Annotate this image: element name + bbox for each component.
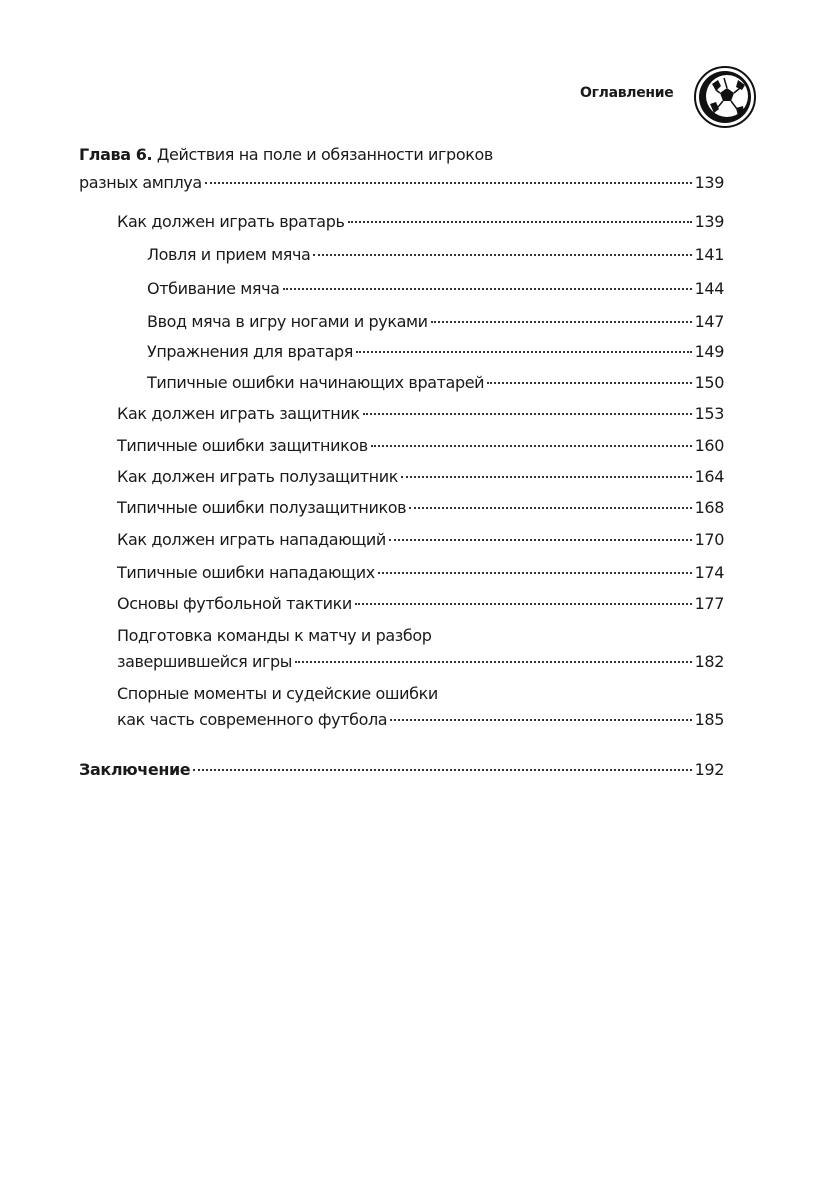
toc-entry[interactable] [117, 463, 724, 490]
toc-entry-page: 139 [694, 212, 724, 231]
toc-entry-title: Упражнения для вратаря [147, 342, 353, 361]
toc-entry-title: Ввод мяча в игру ногами и руками [147, 312, 428, 331]
toc-entry[interactable] [147, 338, 724, 365]
toc-entry-page: 164 [694, 467, 724, 486]
toc-entry-title: Как должен играть защитник [117, 404, 360, 423]
toc-entry-page: 150 [694, 373, 724, 392]
dot-leader [409, 507, 692, 509]
dot-leader [356, 351, 692, 353]
toc-entry-title: как часть современного футбола [117, 710, 388, 729]
toc-entry-page: 141 [694, 245, 724, 264]
chapter-title-line1[interactable]: Глава 6. Действия на поле и обязанности игроков [79, 145, 493, 164]
toc-entry-title: Основы футбольной тактики [117, 594, 352, 613]
toc-entry[interactable] [117, 559, 724, 586]
toc-entry[interactable] [117, 648, 724, 675]
toc-entry-page: 177 [694, 594, 724, 613]
toc-entry[interactable] [117, 494, 724, 521]
dot-leader [313, 254, 691, 256]
toc-entry-title: Ловля и прием мяча [147, 245, 311, 264]
dot-leader [205, 182, 692, 184]
dot-leader [401, 476, 692, 478]
dot-leader [390, 719, 691, 721]
toc-entry-title: Отбивание мяча [147, 279, 280, 298]
toc-entry-page: 149 [694, 342, 724, 361]
toc-entry-page: 170 [694, 530, 724, 549]
toc-entry-page: 147 [694, 312, 724, 331]
toc-entry[interactable] [147, 241, 724, 268]
toc-entry[interactable] [117, 590, 724, 617]
running-header: Оглавление [580, 85, 674, 101]
dot-leader [283, 288, 692, 290]
toc-entry-page: 153 [694, 404, 724, 423]
toc-entry-conclusion[interactable]: Заключение 192 [79, 760, 724, 779]
dot-leader [363, 413, 692, 415]
toc-entry[interactable] [117, 526, 724, 553]
toc-entry[interactable] [147, 308, 724, 335]
toc-entry[interactable] [117, 706, 724, 733]
toc-entry[interactable] [147, 369, 724, 396]
dot-leader [355, 603, 692, 605]
dot-leader [295, 661, 692, 663]
toc-entry-title: Типичные ошибки полузащитников [117, 498, 407, 517]
soccer-ball-icon [694, 66, 756, 128]
toc-entry[interactable] [117, 400, 724, 427]
toc-entry-title-line1: Подготовка команды к матчу и разбор [117, 626, 432, 645]
toc-entry-chapter-6[interactable]: разных амплуа 139 [79, 173, 724, 192]
toc-entry-page: 168 [694, 498, 724, 517]
toc-entry-page: 185 [694, 710, 724, 729]
toc-entry[interactable] [117, 208, 724, 235]
dot-leader [378, 572, 692, 574]
dot-leader [348, 221, 692, 223]
toc-entry-title: завершившейся игры [117, 652, 292, 671]
toc-entry-title: Типичные ошибки нападающих [117, 563, 375, 582]
dot-leader [193, 769, 691, 771]
toc-entry-page: 174 [694, 563, 724, 582]
dot-leader [371, 445, 692, 447]
toc-entry-title: Как должен играть полузащитник [117, 467, 398, 486]
dot-leader [389, 539, 692, 541]
toc-entry-title: Типичные ошибки начинающих вратарей [147, 373, 485, 392]
toc-entry[interactable] [117, 432, 724, 459]
toc-entry-title: Как должен играть нападающий [117, 530, 386, 549]
toc-entry-title: Типичные ошибки защитников [117, 436, 368, 455]
dot-leader [431, 321, 692, 323]
toc-entry-title: Как должен играть вратарь [117, 212, 345, 231]
toc-entry-page: 144 [694, 279, 724, 298]
toc-entry-page: 182 [694, 652, 724, 671]
dot-leader [487, 382, 692, 384]
toc-entry-title-line1: Спорные моменты и судейские ошибки [117, 684, 438, 703]
toc-entry[interactable] [147, 275, 724, 302]
toc-entry-page: 160 [694, 436, 724, 455]
